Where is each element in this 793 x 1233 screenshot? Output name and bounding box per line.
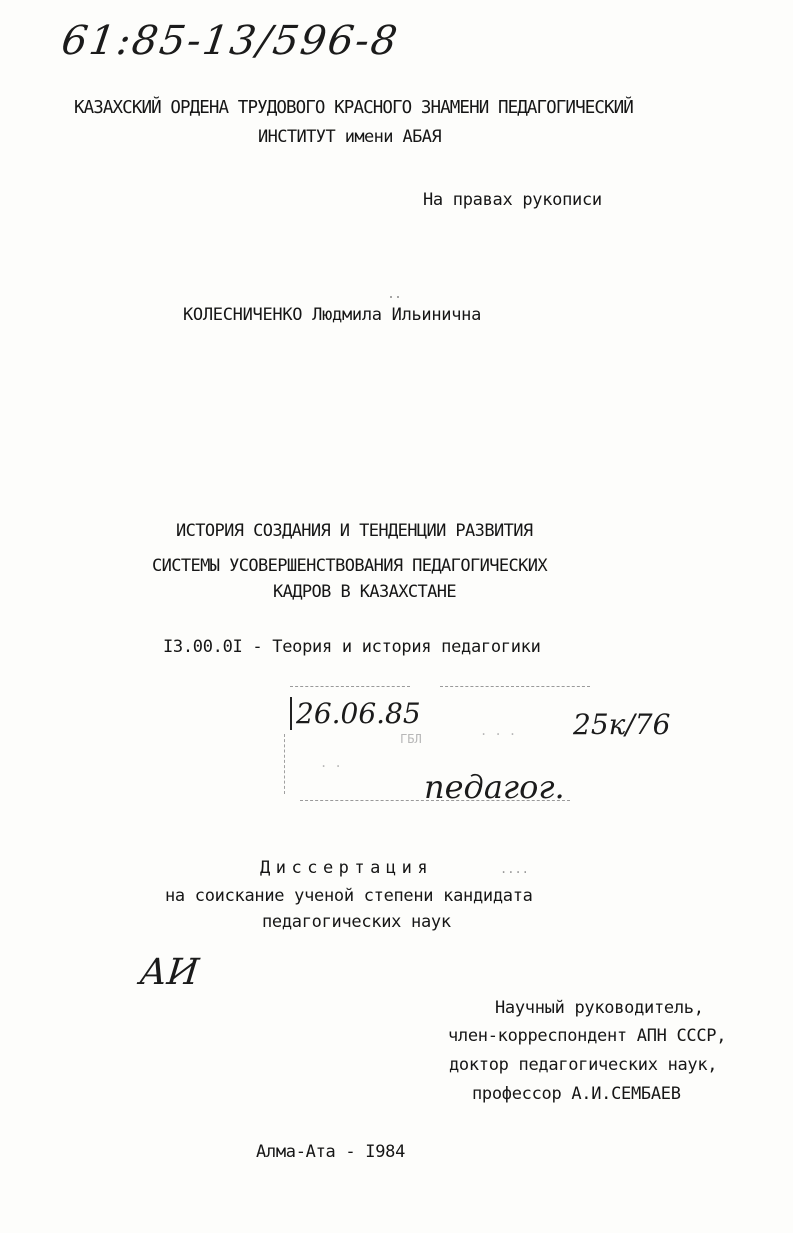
stamp-frame-line: [284, 734, 286, 794]
supervisor-line-3: доктор педагогических наук,: [449, 1055, 718, 1075]
dissertation-line-2: на соискание ученой степени кандидата: [165, 886, 533, 906]
supervisor-line-1: Научный руководитель,: [495, 998, 704, 1018]
title-line-2: СИСТЕМЫ УСОВЕРШЕНСТВОВАНИЯ ПЕДАГОГИЧЕСКИХ: [152, 556, 548, 576]
rights-note: На правах рукописи: [423, 190, 602, 210]
author-name: КОЛЕСНИЧЕНКО Людмила Ильинична: [183, 305, 482, 325]
stamp-date: 26.06.85: [290, 697, 421, 730]
title-line-3: КАДРОВ В КАЗАХСТАНЕ: [273, 582, 457, 602]
stamp-frame-line: [440, 686, 590, 687]
stamp-frame-line: [290, 686, 410, 687]
stamp-faint-text: ГБЛ: [400, 732, 422, 746]
dissertation-heading: Диссертация: [260, 858, 434, 878]
speck: [397, 296, 399, 298]
supervisor-line-2: член-корреспондент АПН СССР,: [448, 1026, 727, 1046]
title-line-1: ИСТОРИЯ СОЗДАНИЯ И ТЕНДЕНЦИИ РАЗВИТИЯ: [176, 521, 533, 541]
stamp-faint-text: . .: [320, 756, 342, 770]
speck: ....: [500, 862, 529, 876]
stamp-faint-text: . . .: [480, 724, 517, 738]
stamp-code: 25к/76: [573, 708, 671, 741]
archive-number: 61:85-13/596-8: [58, 18, 402, 64]
institution-line-2: ИНСТИТУТ имени АБАЯ: [258, 127, 442, 147]
institution-line-1: КАЗАХСКИЙ ОРДЕНА ТРУДОВОГО КРАСНОГО ЗНАМЕНИ ПЕДАГОГИЧЕСКИЙ: [74, 98, 633, 118]
stamp-word: педагог.: [424, 768, 565, 806]
speck: [390, 296, 392, 298]
place-year: Алма-Ата - I984: [256, 1142, 406, 1162]
specialty-code: I3.00.0I - Теория и история педагогики: [163, 637, 541, 657]
supervisor-line-4: профессор А.И.СЕМБАЕВ: [472, 1084, 681, 1104]
dissertation-line-3: педагогических наук: [262, 912, 451, 932]
initials-mark: АИ: [137, 952, 201, 993]
